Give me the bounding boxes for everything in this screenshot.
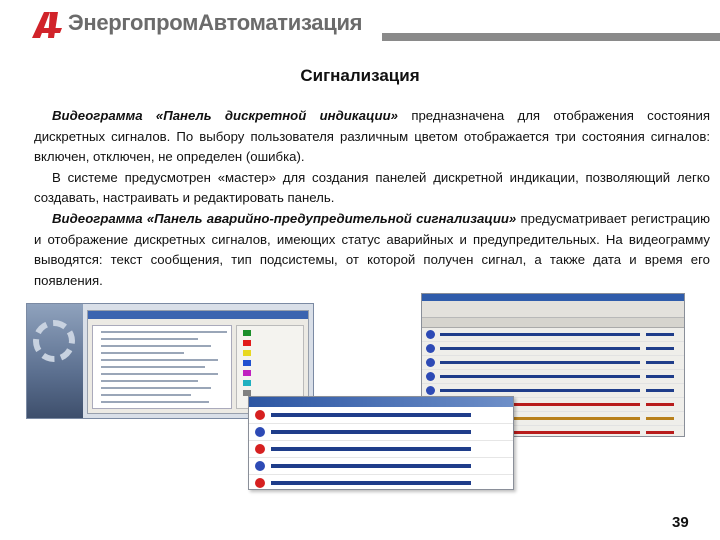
paragraph-1-text: предназначена для отображения состояния дискретных сигналов. По выбору пользователя различным цветом отображается три состояния сигналов: включен, отключен, не определен (ошибка). xyxy=(34,108,711,165)
company-logo-icon xyxy=(28,8,64,42)
paragraph-panel-indication xyxy=(34,106,710,168)
paragraph-3-text: предусматривает регистрацию и отображение дискретных сигналов, имеющих статус аварийных и предупредительных. На видеограмму выводятся: текст сообщения, тип подсистемы, от которой получен сигнал, а также дата и время его появления. xyxy=(34,210,710,288)
company-name: ЭнергопромАвтоматизация xyxy=(68,10,363,35)
paragraph-wizard: В системе предусмотрен «мастер» для создания панелей дискретной индикации, позволяющий легко создавать, настраивать и редактировать панель. xyxy=(34,169,710,206)
slide-title: Сигнализация xyxy=(300,66,420,85)
paragraph-3-emphasis: Видеограмма «Панель аварийно-предупредительной сигнализации» xyxy=(52,210,517,226)
page-number: 39 xyxy=(672,514,689,531)
screenshot-sidebar xyxy=(27,304,83,418)
header-divider-bar xyxy=(382,33,720,41)
slide-body xyxy=(34,106,710,291)
paragraph-alarm-panel xyxy=(34,209,710,291)
paragraph-1-emphasis: Видеограмма «Панель дискретной индикации» xyxy=(52,108,398,123)
gear-icon xyxy=(33,320,75,362)
slide-header xyxy=(0,0,720,50)
indication-panel-screenshot xyxy=(248,396,514,490)
